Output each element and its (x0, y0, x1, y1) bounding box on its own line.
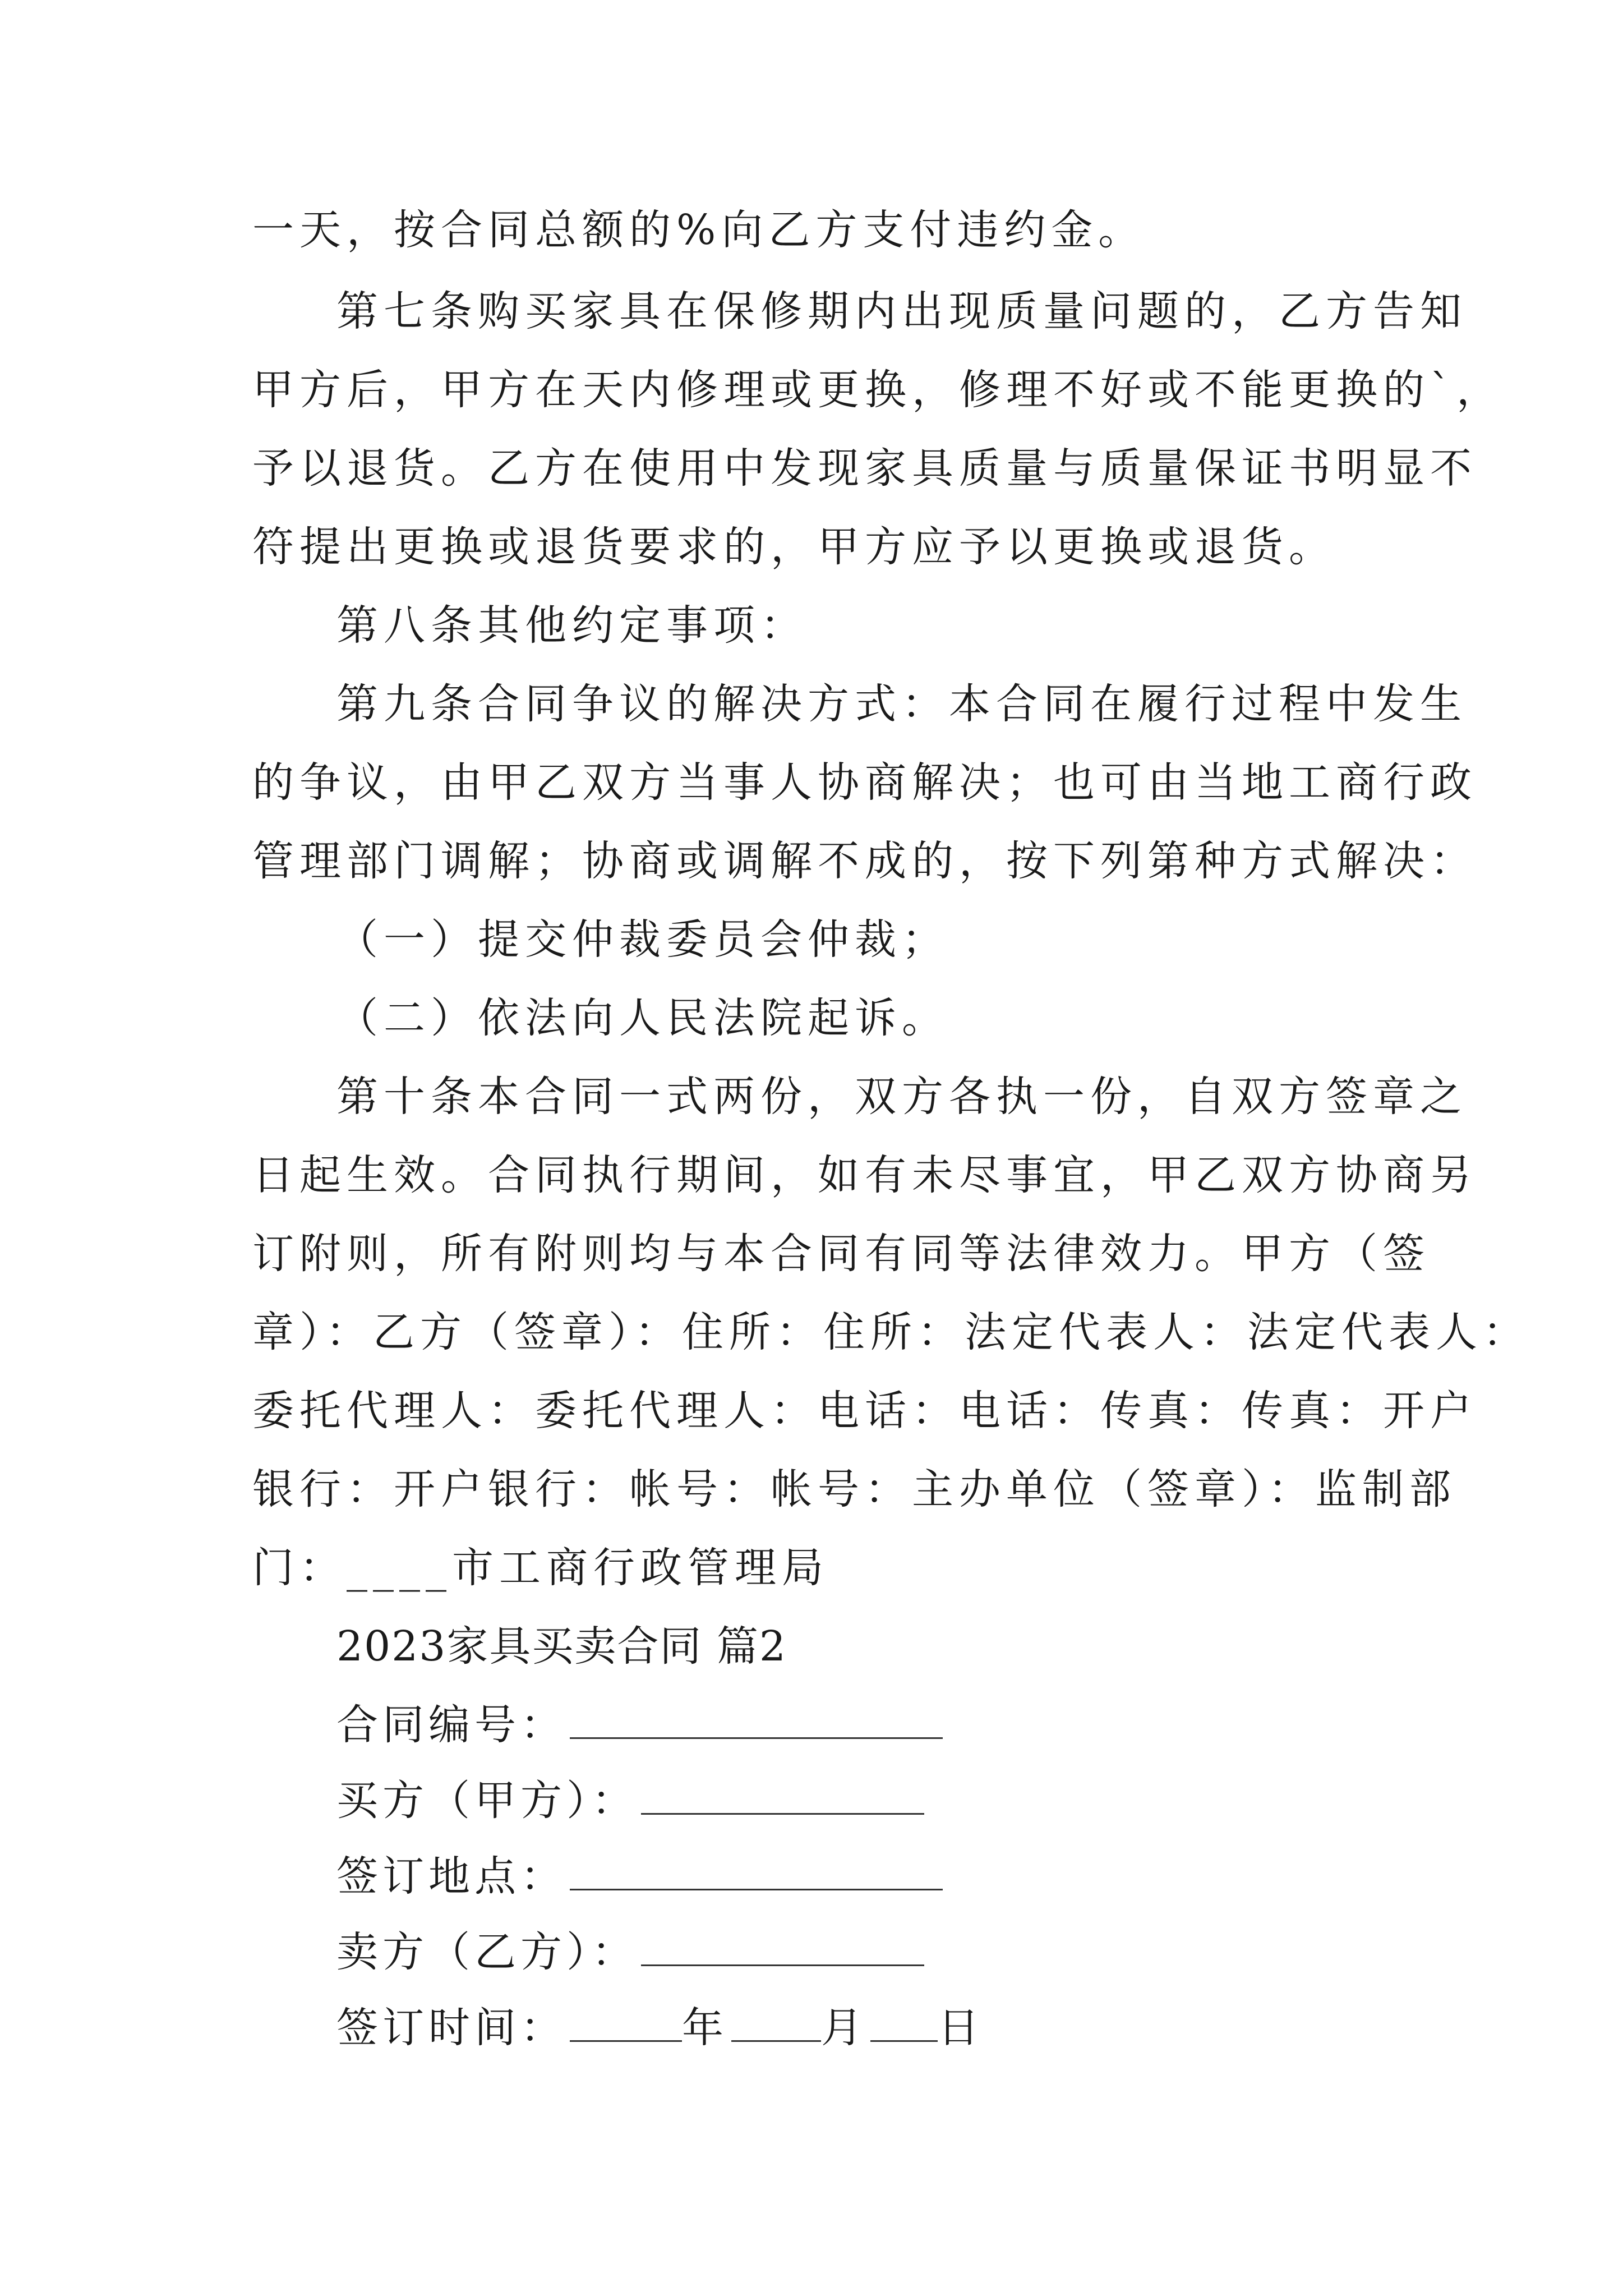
text-line: 甲方后，甲方在天内修理或更换，修理不好或不能更换的`， (252, 366, 1504, 414)
year-label: 年 (682, 2004, 728, 2052)
text-line: 日起生效。合同执行期间，如有未尽事宜，甲乙双方协商另 (252, 1151, 1477, 1199)
seller-label: 卖方（乙方）： (336, 1928, 638, 1976)
contract-number-blank[interactable] (570, 1698, 943, 1739)
section-title: 2023家具买卖合同 篇2 (336, 1622, 787, 1671)
sign-time-label: 签订时间： (336, 2004, 566, 2052)
sign-place-field (336, 1848, 943, 1904)
text-line: 章）：乙方（签章）：住所：住所：法定代表人：法定代表人： (252, 1308, 1530, 1356)
buyer-field (336, 1773, 924, 1829)
text-line: 订附则，所有附则均与本合同有同等法律效力。甲方（签 (252, 1230, 1430, 1278)
year-blank[interactable] (570, 2001, 682, 2042)
buyer-blank[interactable] (641, 1774, 924, 1815)
month-label: 月 (821, 2004, 867, 2052)
text-line: 第九条合同争议的解决方式：本合同在履行过程中发生 (336, 680, 1467, 728)
seller-blank[interactable] (641, 1925, 924, 1966)
text-line: 委托代理人：委托代理人：电话：电话：传真：传真：开户 (252, 1387, 1477, 1435)
text-line: 管理部门调解；协商或调解不成的，按下列第种方式解决： (252, 837, 1477, 885)
day-blank[interactable] (870, 2001, 938, 2042)
text-line: 符提出更换或退货要求的，甲方应予以更换或退货。 (252, 523, 1336, 571)
text-line: 第十条本合同一式两份，双方各执一份，自双方签章之 (336, 1073, 1467, 1121)
contract-number-field (336, 1697, 943, 1753)
buyer-label: 买方（甲方）： (336, 1777, 638, 1825)
text-line: 一天，按合同总额的%向乙方支付违约金。 (252, 206, 1146, 254)
text-line: 的争议，由甲乙双方当事人协商解决；也可由当地工商行政 (252, 758, 1477, 807)
text-line: 第七条购买家具在保修期内出现质量问题的，乙方告知 (336, 287, 1467, 335)
sign-place-blank[interactable] (570, 1849, 943, 1890)
day-label: 日 (938, 2004, 984, 2052)
seller-field (336, 1924, 924, 1980)
sign-place-label: 签订地点： (336, 1852, 566, 1901)
text-line: 第八条其他约定事项： (336, 601, 808, 650)
text-line: 予以退货。乙方在使用中发现家具质量与质量保证书明显不 (252, 444, 1477, 493)
month-blank[interactable] (731, 2001, 821, 2042)
sign-time-field (336, 2000, 984, 2056)
text-line: 门：____市工商行政管理局 (252, 1544, 829, 1592)
text-line: （二）依法向人民法院起诉。 (336, 994, 949, 1042)
text-line: （一）提交仲裁委员会仲裁； (336, 915, 949, 964)
text-line: 银行：开户银行：帐号：帐号：主办单位（签章）：监制部 (252, 1465, 1456, 1513)
contract-number-label: 合同编号： (336, 1701, 566, 1749)
